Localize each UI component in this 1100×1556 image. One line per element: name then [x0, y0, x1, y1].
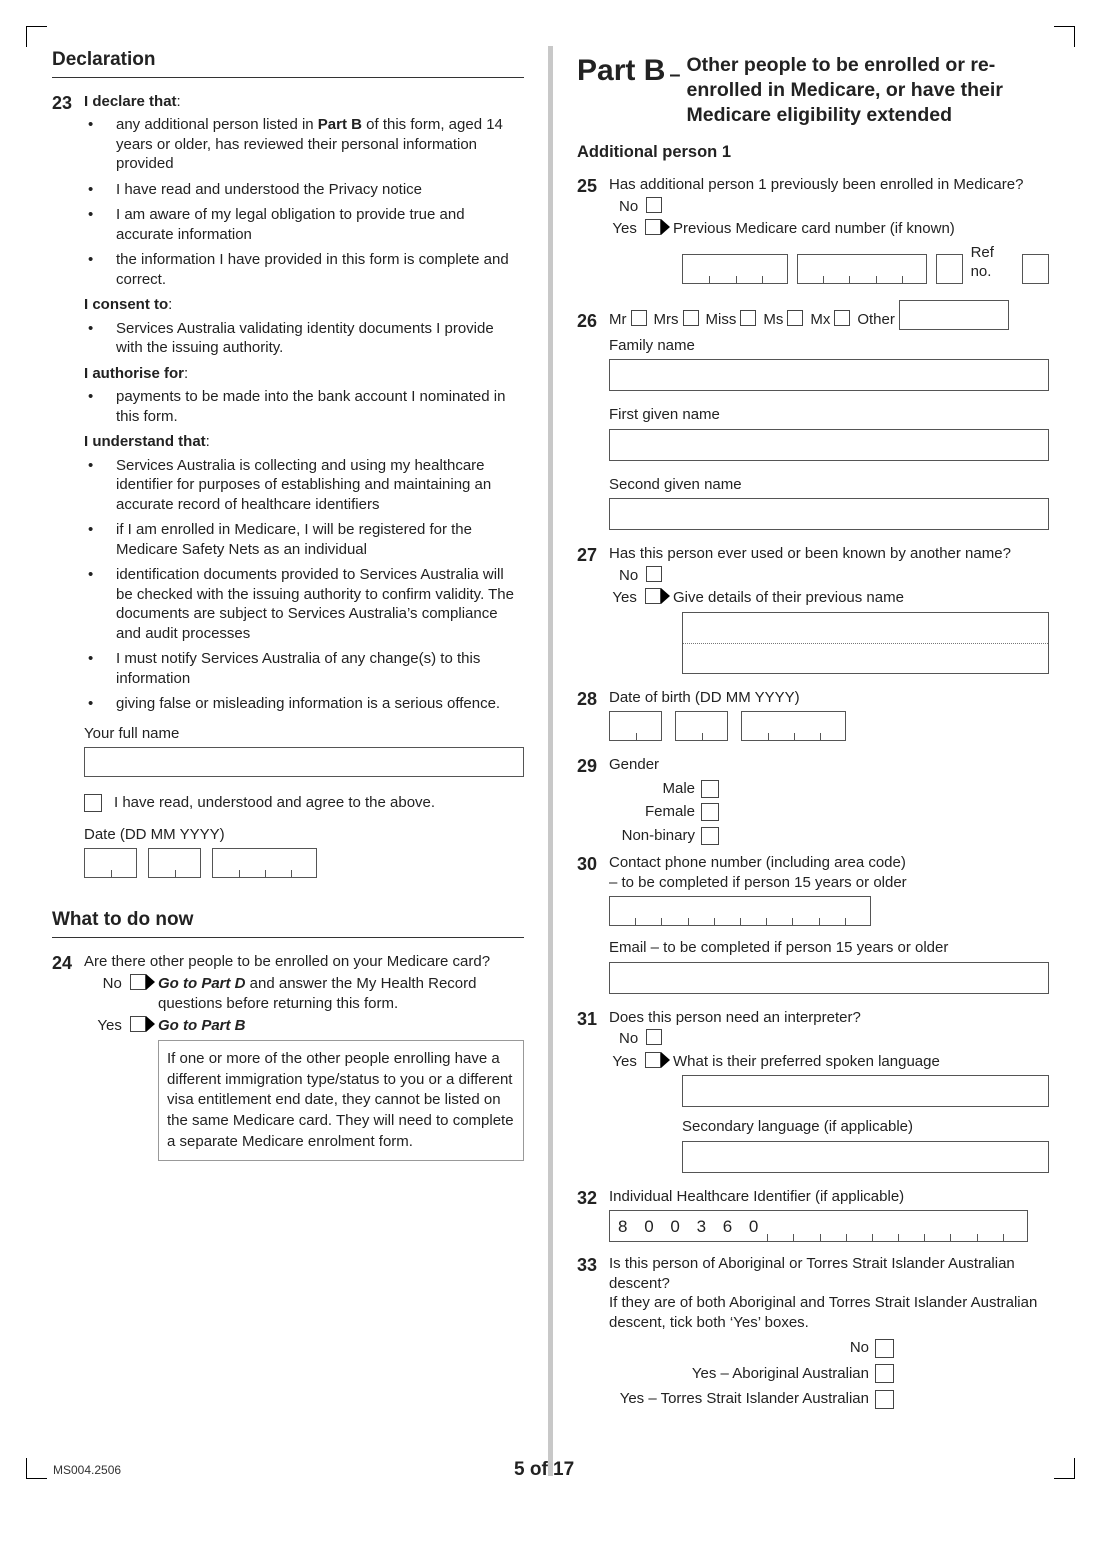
dob-month-input[interactable] — [675, 711, 728, 741]
question-number: 29 — [577, 756, 598, 777]
crop-mark-bottom-right — [1054, 1458, 1075, 1479]
question-number: 32 — [577, 1187, 598, 1208]
ihi-tick — [872, 1234, 873, 1241]
declare-heading-text: I declare that — [84, 92, 177, 110]
title-option-mr — [609, 310, 647, 330]
q24-question: Are there other people to be enrolled on your Medicare card? — [84, 952, 491, 970]
question-27 — [577, 544, 1049, 674]
no-label: No — [619, 1030, 639, 1048]
agree-checkbox[interactable] — [84, 794, 102, 812]
q24-yes-row — [84, 1016, 524, 1036]
email-field[interactable] — [609, 962, 1049, 994]
dob-field — [609, 711, 1049, 741]
date-label: Date (DD MM YYYY) — [84, 825, 225, 843]
title-label: Miss — [705, 311, 737, 329]
ref-no-input[interactable] — [1022, 254, 1049, 284]
question-number: 23 — [52, 92, 73, 113]
ihi-digit: 6 — [722, 1217, 733, 1237]
segment-tick — [265, 870, 266, 877]
bullet-item — [84, 319, 524, 358]
ihi-tick — [767, 1234, 768, 1241]
segment-tick — [740, 918, 741, 925]
gender-options — [609, 779, 719, 846]
bullet-text: I am aware of my legal obligation to provide true and accurate information — [116, 206, 465, 243]
title-row — [609, 300, 1049, 330]
ihi-tick — [924, 1234, 925, 1241]
title-miss-checkbox[interactable] — [740, 310, 756, 326]
gender-checkbox[interactable] — [701, 803, 719, 821]
family-name-field[interactable] — [609, 359, 1049, 391]
segment-tick — [661, 918, 662, 925]
date-year-input[interactable] — [212, 848, 317, 878]
atsi-option — [609, 1389, 894, 1409]
q27-no-option — [619, 566, 1049, 586]
title-label: Mr — [609, 311, 627, 329]
question-number: 25 — [577, 176, 598, 197]
segment-tick — [175, 870, 176, 877]
yes-label: Yes — [612, 220, 637, 238]
ihi-field[interactable] — [609, 1210, 1028, 1242]
atsi-option — [609, 1364, 894, 1384]
q25-yes-option — [609, 219, 673, 239]
title-mx-checkbox[interactable] — [834, 310, 850, 326]
q33-note: If they are of both Aboriginal and Torres Strait Islander Australian descent, tick both ‘Yes’ boxes. — [609, 1294, 1038, 1331]
question-number: 26 — [577, 310, 598, 331]
q24-no-row — [84, 974, 524, 1013]
crop-mark-bottom-left — [26, 1458, 47, 1479]
segment-tick — [688, 918, 689, 925]
email-label: Email – to be completed if person 15 years or older — [609, 939, 949, 957]
segment-tick — [291, 870, 292, 877]
q31-no-option — [619, 1029, 1049, 1049]
card-number-part-2[interactable] — [797, 254, 927, 284]
yes-label: Yes — [612, 1052, 637, 1070]
consent-list — [84, 319, 524, 358]
question-28 — [577, 688, 1049, 742]
title-label: Mx — [810, 311, 831, 329]
title-mrs-checkbox[interactable] — [683, 310, 699, 326]
q24-yes-instruction — [158, 1016, 524, 1036]
card-number-part-3[interactable] — [936, 254, 963, 284]
bullet-item — [84, 180, 524, 200]
authorise-list — [84, 387, 524, 426]
q25-no-option — [619, 197, 1049, 217]
previous-name-field[interactable] — [682, 612, 1049, 674]
segment-tick — [819, 918, 820, 925]
ihi-digit: 0 — [748, 1217, 759, 1237]
question-25 — [577, 175, 1049, 284]
declare-heading: I declare that: — [84, 92, 181, 110]
segment-tick — [876, 276, 877, 283]
title-option-ms — [763, 310, 803, 330]
right-column — [577, 46, 1049, 1409]
ihi-tick — [1003, 1234, 1004, 1241]
q25-question: Has additional person 1 previously been enrolled in Medicare? — [609, 176, 1024, 194]
first-given-name-field[interactable] — [609, 429, 1049, 461]
segment-tick — [845, 918, 846, 925]
gender-option-label: Male — [662, 779, 695, 797]
declare-list — [84, 115, 524, 289]
no-label: No — [619, 566, 639, 584]
question-29 — [577, 755, 1049, 845]
bullet-text: of this form, aged 14 years or older, has reviewed their personal information provided — [116, 116, 503, 173]
date-month-input[interactable] — [148, 848, 201, 878]
part-b-label: Part B — [577, 54, 666, 87]
dotted-divider — [683, 643, 1048, 644]
authorise-heading: I authorise for: — [84, 364, 189, 382]
understand-heading-text: I understand that — [84, 433, 206, 451]
segment-tick — [239, 870, 240, 877]
bullet-item — [84, 250, 524, 289]
segment-tick — [111, 870, 112, 877]
q24-no-instruction — [158, 974, 524, 1013]
segment-tick — [849, 276, 850, 283]
ihi-tick — [950, 1234, 951, 1241]
bullet-text: giving false or misleading information is a serious offence. — [116, 695, 501, 713]
yes-label: Yes — [97, 1017, 122, 1035]
full-name-field[interactable] — [84, 747, 524, 777]
preferred-language-label: What is their preferred spoken language — [673, 1052, 940, 1070]
preferred-language-field[interactable] — [682, 1075, 1049, 1107]
gender-option-label: Non-binary — [621, 826, 695, 844]
crop-mark-top-right — [1054, 26, 1075, 47]
q27-yes-checkbox[interactable] — [645, 588, 661, 604]
atsi-option-label: Yes – Torres Strait Islander Australian — [619, 1390, 869, 1408]
bullet-text: the information I have provided in this form is complete and correct. — [116, 251, 509, 288]
bullet-text: Services Australia validating identity documents I provide with the issuing authority. — [116, 319, 494, 357]
q27-no-checkbox[interactable] — [646, 566, 662, 582]
title-ms-checkbox[interactable] — [787, 310, 803, 326]
question-number: 33 — [577, 1255, 598, 1276]
full-name-label: Your full name — [84, 724, 180, 742]
bullet-item — [84, 205, 524, 244]
q33-question: Is this person of Aboriginal or Torres Strait Islander Australian descent? — [609, 1255, 1015, 1292]
q31-yes-option — [609, 1052, 673, 1072]
ref-no-label: Ref no. — [970, 243, 994, 281]
medicare-card-field — [682, 243, 1049, 284]
segment-tick — [823, 276, 824, 283]
consent-heading: I consent to: — [84, 296, 173, 314]
dob-day-input[interactable] — [609, 711, 662, 741]
first-name-label: First given name — [609, 406, 720, 424]
second-given-name-field[interactable] — [609, 498, 1049, 530]
bullet-text: if I am enrolled in Medicare, I will be registered for the Medicare Safety Nets as an individual — [116, 521, 472, 558]
additional-person-heading: Additional person 1 — [577, 142, 732, 161]
question-number: 24 — [52, 952, 73, 973]
q27-yes-option — [609, 588, 673, 608]
phone-number-input[interactable] — [609, 896, 871, 926]
bullet-item — [84, 649, 524, 688]
yes-label: Yes — [612, 589, 637, 607]
ihi-digit: 0 — [670, 1217, 680, 1237]
bullet-text: payments to be made into the bank account I nominated in this form. — [116, 388, 506, 425]
segment-tick — [635, 918, 636, 925]
part-b-dash: – — [669, 64, 681, 86]
q24-no-option — [84, 974, 158, 1013]
q31-no-checkbox[interactable] — [646, 1029, 662, 1045]
segment-tick — [820, 733, 821, 740]
previous-name-label: Give details of their previous name — [673, 589, 904, 607]
question-31 — [577, 1008, 1049, 1173]
ihi-digit: 0 — [644, 1217, 654, 1237]
segment-tick — [794, 733, 795, 740]
left-column — [52, 46, 524, 1161]
segment-tick — [636, 733, 637, 740]
question-23 — [52, 92, 524, 879]
bullet-item — [84, 520, 524, 559]
title-label: Ms — [763, 311, 784, 329]
bullet-item — [84, 456, 524, 515]
segment-tick — [736, 276, 737, 283]
part-b-subtitle: Other people to be enrolled or re-enrolled in Medicare, or have their Medicare eligibility extended — [686, 54, 1003, 126]
what-to-do-heading: What to do now — [52, 906, 524, 938]
no-label: No — [619, 197, 639, 215]
bullet-text: any additional person listed in — [116, 116, 318, 134]
ihi-tick — [846, 1234, 847, 1241]
q25-yes-row — [609, 219, 1049, 239]
gender-option-male — [609, 779, 719, 799]
card-number-part-1[interactable] — [682, 254, 788, 284]
consent-heading-text: I consent to — [84, 296, 169, 314]
ihi-digit: 8 — [618, 1217, 628, 1237]
segment-tick — [792, 918, 793, 925]
bullet-item — [84, 115, 524, 174]
gender-option-non-binary — [609, 826, 719, 846]
q24-yes-checkbox[interactable] — [130, 1016, 146, 1032]
part-b-title — [577, 46, 1049, 128]
atsi-checkbox[interactable] — [875, 1339, 894, 1358]
bullet-item — [84, 565, 524, 643]
ihi-label: Individual Healthcare Identifier (if applicable) — [609, 1187, 905, 1205]
q31-yes-checkbox[interactable] — [645, 1052, 661, 1068]
bullet-text: I must notify Services Australia of any change(s) to this information — [116, 650, 481, 687]
gender-option-label: Female — [644, 803, 695, 821]
title-mr-checkbox[interactable] — [631, 310, 647, 326]
bullet-bold-text: Part B — [317, 116, 362, 134]
gender-option-female — [609, 802, 719, 822]
q25-yes-checkbox[interactable] — [645, 219, 661, 235]
declaration-date-field — [84, 848, 524, 878]
q24-no-text: and answer the My Health Record questions before returning this form. — [158, 975, 477, 1012]
segment-tick — [714, 918, 715, 925]
secondary-language-field[interactable] — [682, 1141, 1049, 1173]
title-label: Mrs — [653, 311, 679, 329]
phone-sublabel: – to be completed if person 15 years or older — [609, 873, 907, 891]
question-32 — [577, 1187, 1049, 1243]
bullet-item — [84, 694, 524, 714]
title-option-mrs — [654, 310, 699, 330]
agree-label: I have read, understood and agree to the above. — [114, 794, 436, 812]
dob-label: Date of birth (DD MM YYYY) — [609, 688, 800, 706]
atsi-options — [609, 1338, 894, 1409]
atsi-checkbox[interactable] — [875, 1364, 894, 1383]
title-label: Other — [857, 311, 895, 329]
gender-label: Gender — [609, 756, 660, 774]
bullet-item — [84, 387, 524, 426]
agree-row — [84, 793, 524, 813]
ihi-tick — [977, 1234, 978, 1241]
atsi-checkbox[interactable] — [875, 1390, 894, 1409]
gender-checkbox[interactable] — [701, 780, 719, 798]
gender-checkbox[interactable] — [701, 827, 719, 845]
question-number: 30 — [577, 854, 598, 875]
atsi-option-label: Yes – Aboriginal Australian — [691, 1364, 869, 1382]
segment-tick — [766, 918, 767, 925]
q25-no-checkbox[interactable] — [646, 197, 662, 213]
bullet-text: Services Australia is collecting and using my healthcare identifier for purposes of establishing and maintaining an accurate record of healthcare identifiers — [116, 456, 492, 513]
segment-tick — [709, 276, 710, 283]
q31-question: Does this person need an interpreter? — [609, 1008, 861, 1026]
family-name-label: Family name — [609, 336, 695, 354]
q27-question: Has this person ever used or been known by another name? — [609, 545, 1011, 563]
title-option-other — [857, 300, 1009, 330]
card-number-label: Previous Medicare card number (if known) — [673, 220, 955, 238]
segment-tick — [702, 733, 703, 740]
question-33 — [577, 1254, 1049, 1409]
atsi-option-label: No — [849, 1339, 869, 1357]
q24-no-checkbox[interactable] — [130, 974, 146, 990]
question-24 — [52, 952, 524, 1161]
phone-label: Contact phone number (including area code) — [609, 854, 906, 872]
page-number: 5 of 17 — [514, 1459, 575, 1480]
bullet-text: I have read and understood the Privacy notice — [116, 180, 423, 198]
atsi-option — [609, 1338, 894, 1358]
question-number: 31 — [577, 1008, 598, 1029]
date-day-input[interactable] — [84, 848, 137, 878]
question-number: 27 — [577, 545, 598, 566]
secondary-language-label: Secondary language (if applicable) — [682, 1118, 913, 1136]
segment-tick — [762, 276, 763, 283]
q27-yes-row — [609, 588, 1049, 608]
ihi-tick — [793, 1234, 794, 1241]
title-option-miss — [706, 310, 757, 330]
ihi-digit: 3 — [696, 1217, 707, 1237]
understand-list — [84, 456, 524, 714]
bullet-text: identification documents provided to Services Australia will be checked with the issuing authority to confirm validity. The documents are subject to Services Australia’s compliance and audit processes — [116, 566, 514, 642]
dob-year-input[interactable] — [741, 711, 846, 741]
title-other-field[interactable] — [899, 300, 1009, 330]
column-divider — [548, 46, 553, 1476]
question-26 — [577, 300, 1049, 531]
segment-tick — [902, 276, 903, 283]
title-option-mx — [810, 310, 850, 330]
question-30 — [577, 853, 1049, 994]
ihi-tick — [820, 1234, 821, 1241]
go-to-part-b-link: Go to Part B — [158, 1017, 246, 1035]
second-name-label: Second given name — [609, 475, 742, 493]
declaration-heading: Declaration — [52, 46, 524, 78]
crop-mark-top-left — [26, 26, 47, 47]
question-number: 28 — [577, 688, 598, 709]
q24-yes-option — [84, 1016, 158, 1036]
info-box: If one or more of the other people enrolling have a different immigration type/status to you or a different visa entitlement end date, they cannot be listed on the same Medicare card. They will need to complete a separate Medicare enrolment form. — [158, 1040, 524, 1161]
segment-tick — [768, 733, 769, 740]
no-label: No — [102, 975, 122, 993]
q31-yes-row — [609, 1052, 1049, 1072]
understand-heading: I understand that: — [84, 433, 210, 451]
go-to-part-d-link: Go to Part D — [158, 975, 246, 993]
ihi-tick — [898, 1234, 899, 1241]
authorise-heading-text: I authorise for — [84, 364, 185, 382]
form-code: MS004.2506 — [53, 1463, 122, 1477]
